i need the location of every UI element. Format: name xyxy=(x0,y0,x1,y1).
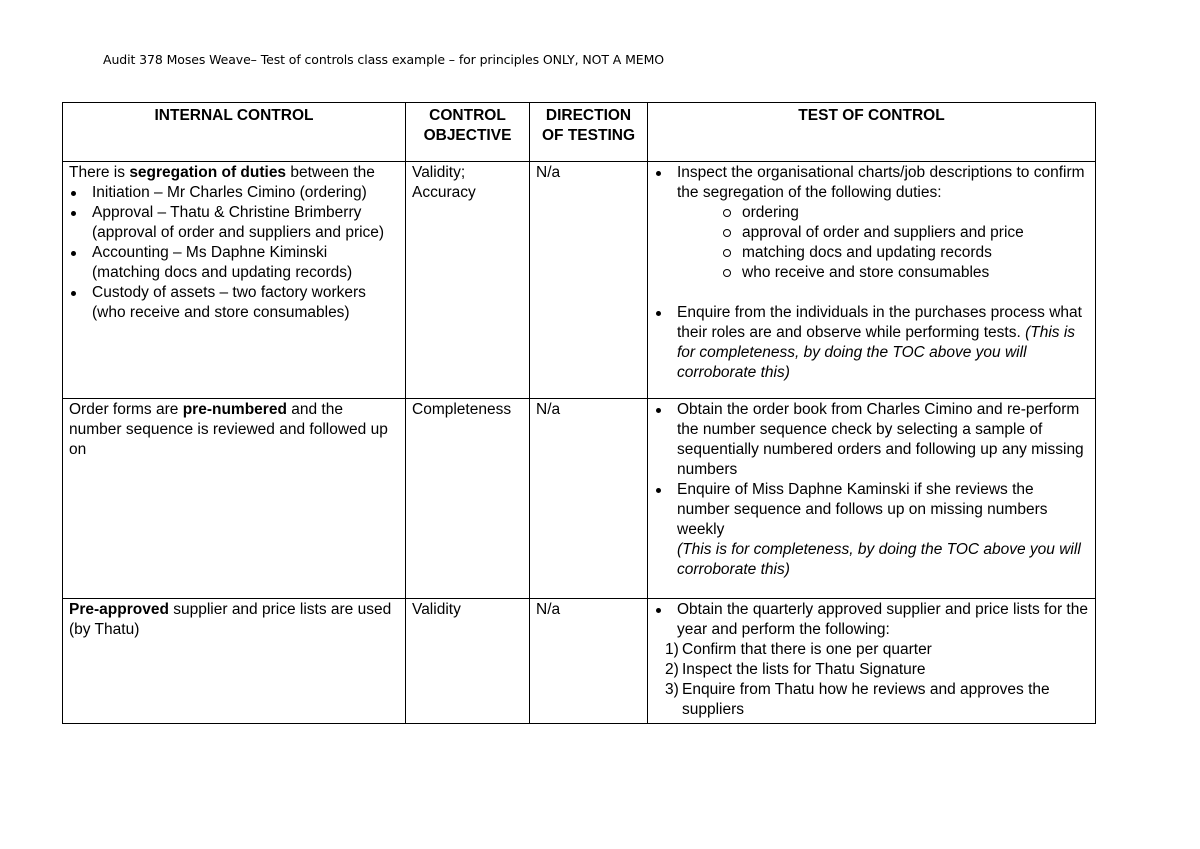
procedure-steps-list xyxy=(664,640,1089,720)
list-item: Enquire from the individuals in the purchases process what their roles are and observe while performing tests. (This is for completeness, by doing the TOC above you will corroborate this) xyxy=(654,303,1089,383)
test-of-controls-table xyxy=(62,102,1096,724)
test-of-control-cell xyxy=(648,399,1096,599)
test-steps-list xyxy=(654,600,1089,720)
completeness-note: (This is for completeness, by doing the TOC above you will corroborate this) xyxy=(677,324,1076,381)
control-objective-cell: Validity; Accuracy xyxy=(406,162,530,399)
sublist-item: approval of order and suppliers and price xyxy=(723,223,1089,243)
column-header-control-objective: CONTROL OBJECTIVE xyxy=(406,103,530,162)
numbered-item: 3) Enquire from Thatu how he reviews and approves the suppliers xyxy=(665,681,1050,718)
direction-of-testing-cell: N/a xyxy=(530,399,648,599)
test-of-control-cell xyxy=(648,162,1096,399)
direction-of-testing-cell: N/a xyxy=(530,162,648,399)
internal-control-cell: Order forms are pre-numbered and the number sequence is reviewed and followed up on xyxy=(63,399,406,599)
internal-control-cell xyxy=(63,162,406,399)
table-row xyxy=(63,162,1096,399)
column-header-test-of-control: TEST OF CONTROL xyxy=(648,103,1096,162)
control-objective-cell: Completeness xyxy=(406,399,530,599)
test-of-control-cell xyxy=(648,599,1096,724)
list-item: Obtain the order book from Charles Cimino and re-perform the number sequence check by selecting a sample of sequentially numbered orders and following up any missing numbers xyxy=(654,400,1089,480)
table-row xyxy=(63,599,1096,724)
table-header-row xyxy=(63,103,1096,162)
column-header-direction-of-testing: DIRECTION OF TESTING xyxy=(530,103,648,162)
duties-list xyxy=(69,183,399,323)
document-header: Audit 378 Moses Weave– Test of controls class example – for principles ONLY, NOT A MEMO xyxy=(103,52,664,67)
list-item: Custody of assets – two factory workers (who receive and store consumables) xyxy=(69,283,399,323)
sublist-item: matching docs and updating records xyxy=(723,243,1089,263)
test-steps-list xyxy=(654,163,1089,383)
internal-control-cell: Pre-approved supplier and price lists are used (by Thatu) xyxy=(63,599,406,724)
list-item: Approval – Thatu & Christine Brimberry (approval of order and suppliers and price) xyxy=(69,203,399,243)
list-item: Initiation – Mr Charles Cimino (ordering) xyxy=(69,183,399,203)
sublist-item: ordering xyxy=(723,203,1089,223)
column-header-internal-control: INTERNAL CONTROL xyxy=(63,103,406,162)
control-intro: There is segregation of duties between the xyxy=(69,164,375,181)
list-item: Enquire of Miss Daphne Kaminski if she reviews the number sequence and follows up on missing numbers weekly (This is for completeness, by doing the TOC above you will corroborate this) xyxy=(654,480,1089,580)
numbered-item: 2) Inspect the lists for Thatu Signature xyxy=(665,661,926,678)
numbered-item: 1) Confirm that there is one per quarter xyxy=(665,641,932,658)
list-item: Inspect the organisational charts/job descriptions to confirm the segregation of the following duties: ordering approval of order and suppliers and price matching docs and updating records who receive and store consumables xyxy=(654,163,1089,303)
completeness-note: (This is for completeness, by doing the TOC above you will corroborate this) xyxy=(677,541,1081,578)
list-item: Obtain the quarterly approved supplier and price lists for the year and perform the following: 1) Confirm that there is one per quarter 2) Inspect the lists for Thatu Signature 3) Enquire from Thatu how he reviews and approves the suppliers xyxy=(654,600,1089,720)
test-steps-list xyxy=(654,400,1089,580)
sublist-item: who receive and store consumables xyxy=(723,263,1089,283)
control-objective-cell: Validity xyxy=(406,599,530,724)
list-item: Accounting – Ms Daphne Kiminski (matching docs and updating records) xyxy=(69,243,399,283)
duties-sublist xyxy=(654,203,1089,283)
direction-of-testing-cell: N/a xyxy=(530,599,648,724)
table-row xyxy=(63,399,1096,599)
